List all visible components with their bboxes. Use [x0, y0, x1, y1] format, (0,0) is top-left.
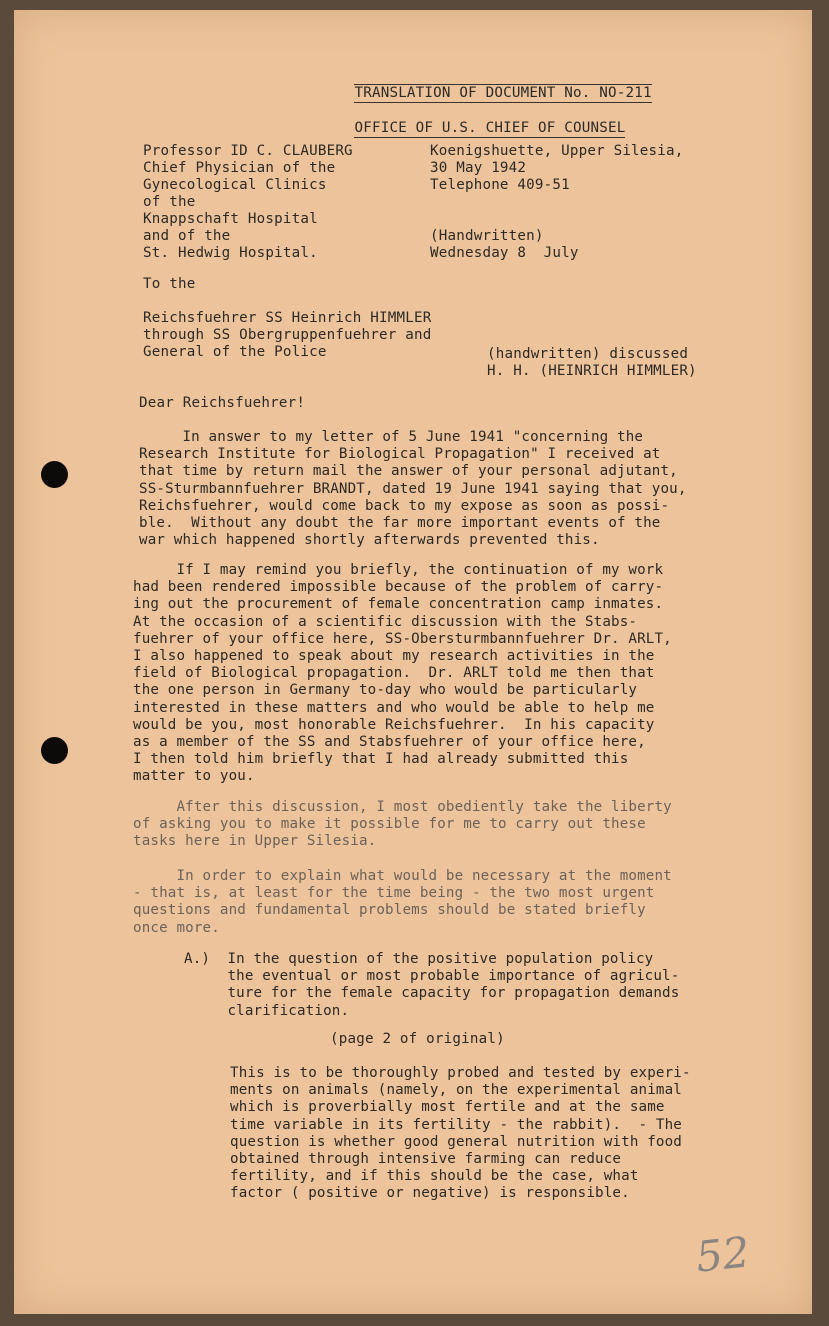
paragraph-a: A.) In the question of the positive population policy the eventual or most probable importance of agricul- ture for the female capacity for propagation demands clarification. [184, 951, 680, 1019]
salutation: Dear Reichsfuehrer! [139, 395, 306, 411]
sender-block: Professor ID C. CLAUBERG Chief Physician of the Gynecological Clinics of the Knappschaft Hospital and of the St. Hedwig Hospital. [143, 143, 353, 261]
punch-hole-bottom [41, 737, 68, 764]
handwritten-note: (handwritten) discussed H. H. (HEINRICH HIMMLER) [487, 346, 697, 379]
paragraph-2: If I may remind you briefly, the continuation of my work had been rendered impossible because of the problem of carry- ing out the procurement of female concentration camp inmates. At the occasion of a scientific discussion with the Stabs- fuehrer of your office here, SS-Obersturmbannfuehrer Dr. ARLT, I also happened to speak about my research activities in the field of Biological propagation. Dr. ARLT told me then that the one person in Germany to-day who would be particularly interested in these matters and who would be able to help me would be you, most honorable Reichsfuehrer. In his capacity as a member of the SS and Stabsfuehrer of your office here, I then told him briefly that I had already submitted this matter to you. [133, 562, 672, 785]
page-marker: (page 2 of original) [330, 1031, 505, 1047]
document-header [337, 67, 652, 138]
paragraph-6: This is to be thoroughly probed and tested by experi- ments on animals (namely, on the experimental animal which is proverbially most fertile and at the same time variable in its fertility - the rabbit). - The question is whether good general nutrition with food obtained through intensive farming can reduce fertility, and if this should be the case, what factor ( positive or negative) is responsible. [230, 1065, 691, 1202]
header-line-1: TRANSLATION OF DOCUMENT No. NO-211 [354, 85, 652, 101]
handwritten-date: (Handwritten) Wednesday 8 July [430, 228, 579, 261]
paragraph-3: After this discussion, I most obediently take the liberty of asking you to make it possible for me to carry out these tasks here in Upper Silesia. [133, 799, 672, 850]
punch-hole-top [41, 461, 68, 488]
paragraph-1: In answer to my letter of 5 June 1941 "concerning the Research Institute for Biological Propagation" I received at that time by return mail the answer of your personal adjutant, SS-Sturmbannfuehrer BRANDT, dated 19 June 1941 saying that you, Reichsfuehrer, would come back to my expose as soon as possi- ble. Without any doubt the far more important events of the war which happened shortly afterwards prevented this. [139, 429, 687, 549]
paragraph-4: In order to explain what would be necessary at the moment - that is, at least for the time being - the two most urgent questions and fundamental problems should be stated briefly once more. [133, 868, 672, 936]
location-date-block: Koenigshuette, Upper Silesia, 30 May 1942 Telephone 409-51 [430, 143, 684, 193]
header-line-2: OFFICE OF U.S. CHIEF OF COUNSEL [354, 120, 626, 136]
to-line: To the [143, 276, 196, 292]
recipient-block: Reichsfuehrer SS Heinrich HIMMLER through SS Obergruppenfuehrer and General of the Police [143, 310, 432, 360]
page-number: 52 [693, 1227, 752, 1282]
